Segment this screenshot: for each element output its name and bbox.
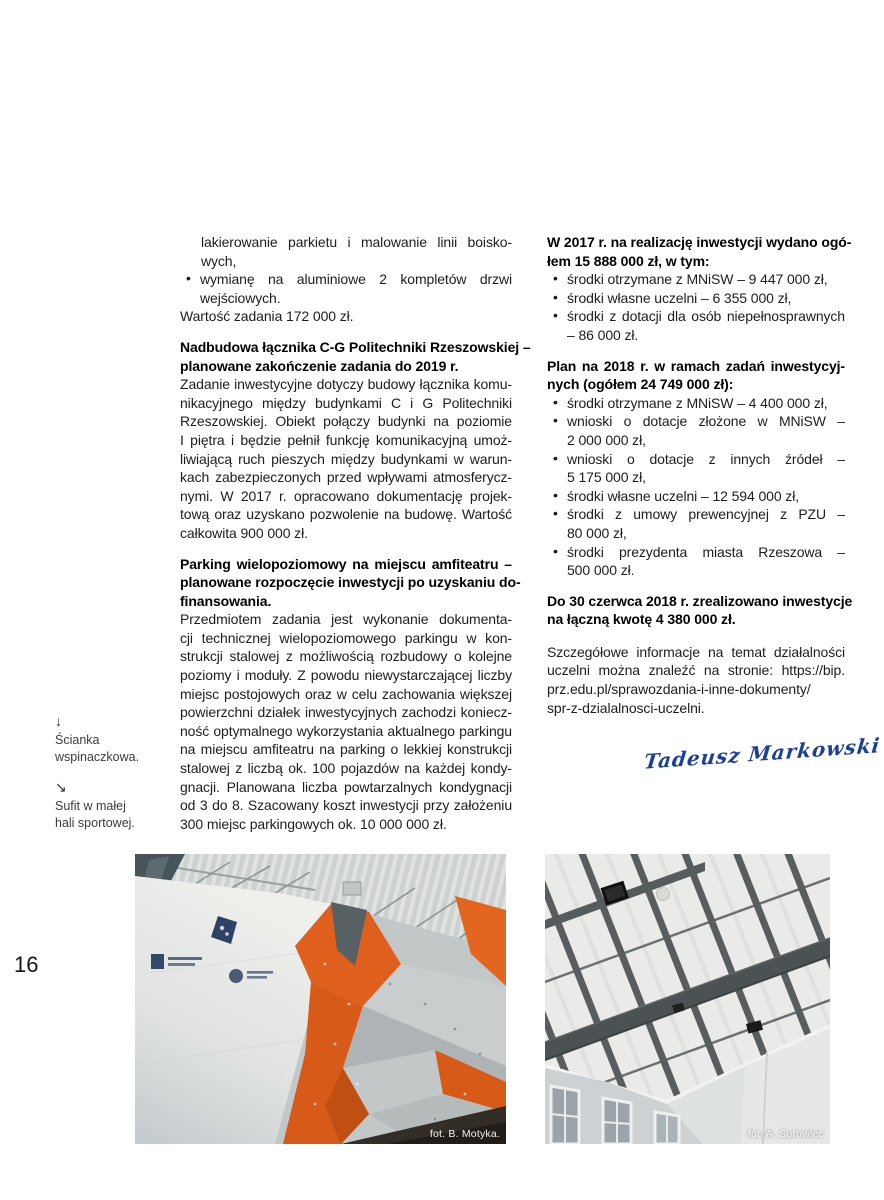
bullet-item-text: wymianę na aluminiowe 2 kompletów drzwi wejściowych. [200, 271, 512, 306]
heading-zrealizowano-2018: Do 30 czerwca 2018 r. zrealizowano inwestycje na łączną kwotę 4 380 000 zł. [547, 592, 853, 628]
bullet-item-text: środki prezydenta miasta Rzeszowa – 500 000 zł. [567, 543, 845, 579]
photo-sports-hall-ceiling [545, 854, 830, 1144]
bullet-marker: • [553, 505, 558, 522]
bullet-item [547, 394, 845, 413]
right-text-column [547, 233, 853, 717]
heading-plan-2018: Plan na 2018 r. w ramach zadań inwestycyj- nych (ogółem 24 749 000 zł): [547, 357, 845, 393]
task-value-line: Wartość zadania 172 000 zł. [180, 308, 354, 325]
photo-credit-left: fot. B. Motyka. [429, 1128, 500, 1140]
bullet-marker: • [553, 288, 558, 305]
bullet-item [547, 307, 845, 344]
left-text-column [180, 233, 531, 833]
bullet-item [547, 450, 845, 487]
bullet-item [547, 412, 845, 449]
margin-note-hall-ceiling [55, 780, 159, 831]
bullet-marker: • [553, 542, 558, 559]
bullet-item [547, 543, 845, 580]
page-number: 16 [14, 952, 39, 977]
bullet-marker: • [553, 412, 558, 429]
climbing-wall-illustration [135, 854, 506, 1144]
hall-lamp [343, 882, 361, 895]
bullet-item [547, 505, 845, 542]
bullet-item [547, 487, 845, 506]
bullet-item [547, 289, 845, 308]
bullet-marker: • [186, 270, 191, 287]
ceiling-vent [657, 888, 670, 901]
list-plan-2018 [547, 394, 845, 580]
heading-wydatki-2017: W 2017 r. na realizację inwestycji wydano ogó- łem 15 888 000 zł, w tym: [547, 234, 852, 269]
bullet-marker: • [553, 486, 558, 503]
rector-signature: Tadeusz Markowski [642, 733, 882, 774]
photo-credit-right: fot. A. Surowiec [747, 1128, 824, 1140]
list-continuation-item: lakierowanie parkietu i malowanie linii boisko- wych, [201, 234, 512, 269]
paragraph-parking-wielopoziomowy: Przedmiotem zadania jest wykonanie dokumenta- cji technicznej wielopoziomowego parkingu w kon- strukcji stalowej z możliwością rozbudowy o kolejne poziomy i moduły. Z powodu niewystarczającej liczby miejsc postojowych oraz w celu zachowania większej powierzchni działek inwestycyjnych zachodzi koniecz- ność optymalnego wykorzystania aktualnego parkingu na miejscu amfiteatru na parking o lekkiej konstrukcji stalowej z liczbą ok. 100 pojazdów na każdej kondy- gnacji. Planowana liczba powtarzalnych kondygnacji od 3 do 8. Szacowany koszt inwestycji przy założeniu 300 miejsc parkingowych ok. 10 000 000 zł. [180, 611, 512, 832]
bullet-item-text: środki z umowy prewencyjnej z PZU – 80 000 zł, [567, 506, 845, 541]
paragraph-szczegolowe-informacje: Szczegółowe informacje na temat działalności uczelni można znaleźć na stronie: https://bip. prz.edu.pl/sprawozdania-i-inne-dokumenty/ spr-z-dzialalnosci-uczelni. [547, 643, 845, 716]
bullet-item [547, 270, 845, 289]
list-wydatki-2017 [547, 270, 845, 344]
bullet-item [180, 270, 512, 307]
heading-nadbudowa-lacznika: Nadbudowa łącznika C-G Politechniki Rzeszowskiej – planowane zakończenie zadania do 2019 r. [180, 338, 531, 374]
bullet-marker: • [553, 449, 558, 466]
bullet-item-text: środki własne uczelni – 6 355 000 zł, [567, 289, 792, 306]
heading-parking-wielopoziomowy: Parking wielopoziomowy na miejscu amfiteatru – planowane rozpoczęcie inwestycji po uzyskaniu do- finansowania. [180, 555, 521, 609]
bullet-item-text: środki otrzymane z MNiSW – 4 400 000 zł, [567, 394, 828, 411]
bullet-marker: • [553, 307, 558, 324]
photo-climbing-wall [135, 854, 506, 1144]
paragraph-nadbudowa-lacznika: Zadanie inwestycyjne dotyczy budowy łącznika komu- nikacyjnego między budynkami C i G Politechniki Rzeszowskiej. Obiekt połączy budynki na poziomie I piętra i będzie pełnił funkcję komunikacyjną umoż- liwiającą ruch pieszych między budynkami w warun- kach zabezpieczonych przed wpływami atmosferycz- nymi. W 2017 r. opracowano dokumentację projek- tową oraz uzyskano pozwolenie na budowę. Wartość całkowita 900 000 zł. [180, 376, 512, 541]
bullet-item-text: wnioski o dotacje złożone w MNiSW – 2 000 000 zł, [567, 413, 845, 448]
arrow-down-icon: ↓ [55, 713, 62, 729]
bullet-marker: • [553, 270, 558, 287]
margin-note-climbing-wall-text: Ścianka wspinaczkowa. [55, 733, 140, 764]
margin-notes [55, 714, 159, 831]
bullet-marker: • [553, 393, 558, 410]
hall-ceiling-illustration [545, 854, 830, 1144]
arrow-down-right-icon: ↘ [55, 779, 67, 795]
bullet-item-text: środki z dotacji dla osób niepełnosprawnych – 86 000 zł. [567, 308, 845, 343]
margin-note-hall-ceiling-text: Sufit w małej hali sportowej. [55, 799, 135, 830]
bullet-item-text: środki otrzymane z MNiSW – 9 447 000 zł, [567, 271, 828, 288]
bullet-item-text: środki własne uczelni – 12 594 000 zł, [567, 487, 800, 504]
margin-note-climbing-wall [55, 714, 159, 765]
bullet-item-text: wnioski o dotacje z innych źródeł – 5 175 000 zł, [567, 450, 845, 486]
